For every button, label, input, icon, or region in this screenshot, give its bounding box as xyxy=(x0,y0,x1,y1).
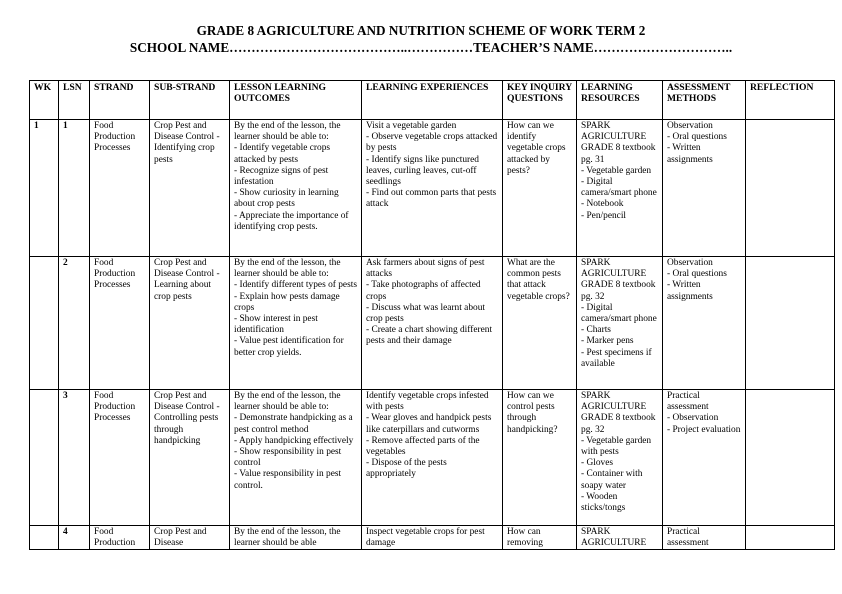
col-header-experiences: LEARNING EXPERIENCES xyxy=(362,81,503,120)
assessment-line: Observation xyxy=(667,121,713,131)
assessment-line: Practical assessment xyxy=(667,391,709,413)
experiences-line: - Discuss what was learnt about crop pests xyxy=(366,302,485,325)
assessment-line: Practical assessment xyxy=(667,527,709,549)
reflection-cell xyxy=(746,526,835,550)
experiences-line: - Wear gloves and handpick pests like caterpillars and cutworms xyxy=(366,413,492,435)
outcomes-line: - Value responsibility in pest control. xyxy=(234,469,342,491)
lesson-cell: 2 xyxy=(59,257,90,390)
assessment-cell xyxy=(663,120,746,257)
resources-line: - Pest specimens if available xyxy=(581,347,652,369)
lesson-cell: 3 xyxy=(59,390,90,526)
outcomes-line: - Identify vegetable crops attacked by pests xyxy=(234,143,331,165)
assessment-line: - Project evaluation xyxy=(667,424,741,435)
table-row xyxy=(30,120,835,257)
sub-strand-cell: Crop Pest and Disease xyxy=(150,526,230,550)
assessment-cell xyxy=(663,526,746,550)
resources-line: - Gloves xyxy=(581,458,614,469)
resources-cell xyxy=(577,526,663,550)
outcomes-cell xyxy=(230,526,362,550)
outcomes-line: - Identify different types of pests xyxy=(234,280,357,291)
resources-cell xyxy=(577,390,663,526)
outcomes-line: - Appreciate the importance of identifying crop pests. xyxy=(234,210,349,232)
week-cell xyxy=(30,257,59,390)
resources-cell xyxy=(577,120,663,257)
assessment-line: - Written assignments xyxy=(667,280,713,302)
resources-line: - Digital camera/smart phone xyxy=(581,302,657,325)
reflection-cell xyxy=(746,257,835,390)
resources-line: SPARK AGRICULTURE GRADE 8 textbook pg. 31 xyxy=(581,121,656,165)
assessment-line: - Oral questions xyxy=(667,132,727,143)
col-header-reflection: REFLECTION xyxy=(746,81,835,120)
questions-cell: How can we identify vegetable crops attacked by pests? xyxy=(503,120,577,257)
experiences-line: Visit a vegetable garden xyxy=(366,121,457,131)
experiences-line: - Find out common parts that pests attack xyxy=(366,188,497,210)
resources-cell xyxy=(577,257,663,390)
outcomes-cell xyxy=(230,390,362,526)
outcomes-line: By the end of the lesson, the learner should be able to: xyxy=(234,121,341,143)
outcomes-line: - Apply handpicking effectively xyxy=(234,435,354,446)
table-row xyxy=(30,390,835,526)
sub-strand-cell: Crop Pest and Disease Control - Identifying crop pests xyxy=(150,120,230,257)
questions-cell: How can we control pests through handpicking? xyxy=(503,390,577,526)
experiences-line: - Identify signs like punctured leaves, curling leaves, cut-off seedlings xyxy=(366,154,479,188)
experiences-line: Ask farmers about signs of pest attacks xyxy=(366,258,485,280)
table-row xyxy=(30,257,835,390)
reflection-cell xyxy=(746,390,835,526)
resources-line: - Container with soapy water xyxy=(581,469,643,491)
col-header-sub-strand: SUB-STRAND xyxy=(150,81,230,120)
outcomes-line: - Explain how pests damage crops xyxy=(234,291,340,313)
experiences-line: - Observe vegetable crops attacked by pests xyxy=(366,132,498,154)
reflection-cell xyxy=(746,120,835,257)
col-header-wk: WK xyxy=(30,81,59,120)
experiences-line: Inspect vegetable crops for pest damage xyxy=(366,527,485,549)
strand-cell: Food Production Processes xyxy=(90,390,150,526)
col-header-assessment: ASSESSMENT METHODS xyxy=(663,81,746,120)
col-header-lsn: LSN xyxy=(59,81,90,120)
assessment-line: - Observation xyxy=(667,413,719,424)
sub-strand-cell: Crop Pest and Disease Control - Controlling pests through handpicking xyxy=(150,390,230,526)
assessment-cell xyxy=(663,390,746,526)
outcomes-cell xyxy=(230,257,362,390)
table-header-row xyxy=(30,81,835,120)
experiences-cell xyxy=(362,390,503,526)
experiences-line: - Remove affected parts of the vegetables xyxy=(366,435,480,458)
resources-line: SPARK AGRICULTURE GRADE 8 textbook pg. 32 xyxy=(581,258,656,302)
lesson-cell: 4 xyxy=(59,526,90,550)
outcomes-line: - Recognize signs of pest infestation xyxy=(234,165,329,188)
experiences-cell xyxy=(362,257,503,390)
outcomes-line: By the end of the lesson, the learner should be able xyxy=(234,527,341,549)
week-cell xyxy=(30,526,59,550)
school-teacher-line: SCHOOL NAME…………………………………..……………TEACHER’S NAME………………………….. xyxy=(129,40,733,55)
experiences-line: Identify vegetable crops infested with pests xyxy=(366,391,489,413)
resources-line: SPARK AGRICULTURE GRADE 8 textbook pg. 32 xyxy=(581,391,656,435)
strand-cell: Food Production Processes xyxy=(90,120,150,257)
questions-cell: How can removing xyxy=(503,526,577,550)
col-header-strand: STRAND xyxy=(90,81,150,120)
assessment-line: Observation xyxy=(667,258,713,268)
sub-strand-cell: Crop Pest and Disease Control - Learning about crop pests xyxy=(150,257,230,390)
document-title: GRADE 8 AGRICULTURE AND NUTRITION SCHEME OF WORK TERM 2 xyxy=(196,23,646,38)
assessment-line: - Written assignments xyxy=(667,143,713,165)
experiences-cell xyxy=(362,526,503,550)
table-row xyxy=(30,526,835,550)
strand-cell: Food Production Processes xyxy=(90,257,150,390)
outcomes-line: - Value pest identification for better crop yields. xyxy=(234,336,344,358)
resources-line: - Pen/pencil xyxy=(581,210,627,221)
resources-line: - Wooden sticks/tongs xyxy=(581,491,626,514)
assessment-line: - Oral questions xyxy=(667,269,727,280)
strand-cell: Food Production xyxy=(90,526,150,550)
resources-line: SPARK AGRICULTURE xyxy=(581,527,647,549)
outcomes-cell xyxy=(230,120,362,257)
experiences-line: - Dispose of the pests appropriately xyxy=(366,458,447,480)
experiences-cell xyxy=(362,120,503,257)
resources-line: - Vegetable garden xyxy=(581,165,652,176)
experiences-line: - Create a chart showing different pests and their damage xyxy=(366,325,493,347)
week-cell xyxy=(30,390,59,526)
outcomes-line: By the end of the lesson, the learner should be able to: xyxy=(234,391,341,413)
col-header-questions: KEY INQUIRY QUESTIONS xyxy=(503,81,577,120)
outcomes-line: By the end of the lesson, the learner should be able to: xyxy=(234,258,341,280)
scheme-of-work-table xyxy=(29,80,835,550)
experiences-line: - Take photographs of affected crops xyxy=(366,280,481,302)
resources-line: - Digital camera/smart phone xyxy=(581,177,657,199)
resources-line: - Vegetable garden with pests xyxy=(581,435,652,458)
assessment-cell xyxy=(663,257,746,390)
questions-cell: What are the common pests that attack vegetable crops? xyxy=(503,257,577,390)
col-header-outcomes: LESSON LEARNING OUTCOMES xyxy=(230,81,362,120)
outcomes-line: - Show responsibility in pest control xyxy=(234,447,342,469)
outcomes-line: - Show curiosity in learning about crop pests xyxy=(234,188,339,210)
week-cell: 1 xyxy=(30,120,59,257)
outcomes-line: - Show interest in pest identification xyxy=(234,314,318,336)
resources-line: - Marker pens xyxy=(581,336,634,347)
col-header-resources: LEARNING RESOURCES xyxy=(577,81,663,120)
outcomes-line: - Demonstrate handpicking as a pest control method xyxy=(234,413,353,435)
resources-line: - Charts xyxy=(581,325,611,336)
resources-line: - Notebook xyxy=(581,199,624,210)
lesson-cell: 1 xyxy=(59,120,90,257)
